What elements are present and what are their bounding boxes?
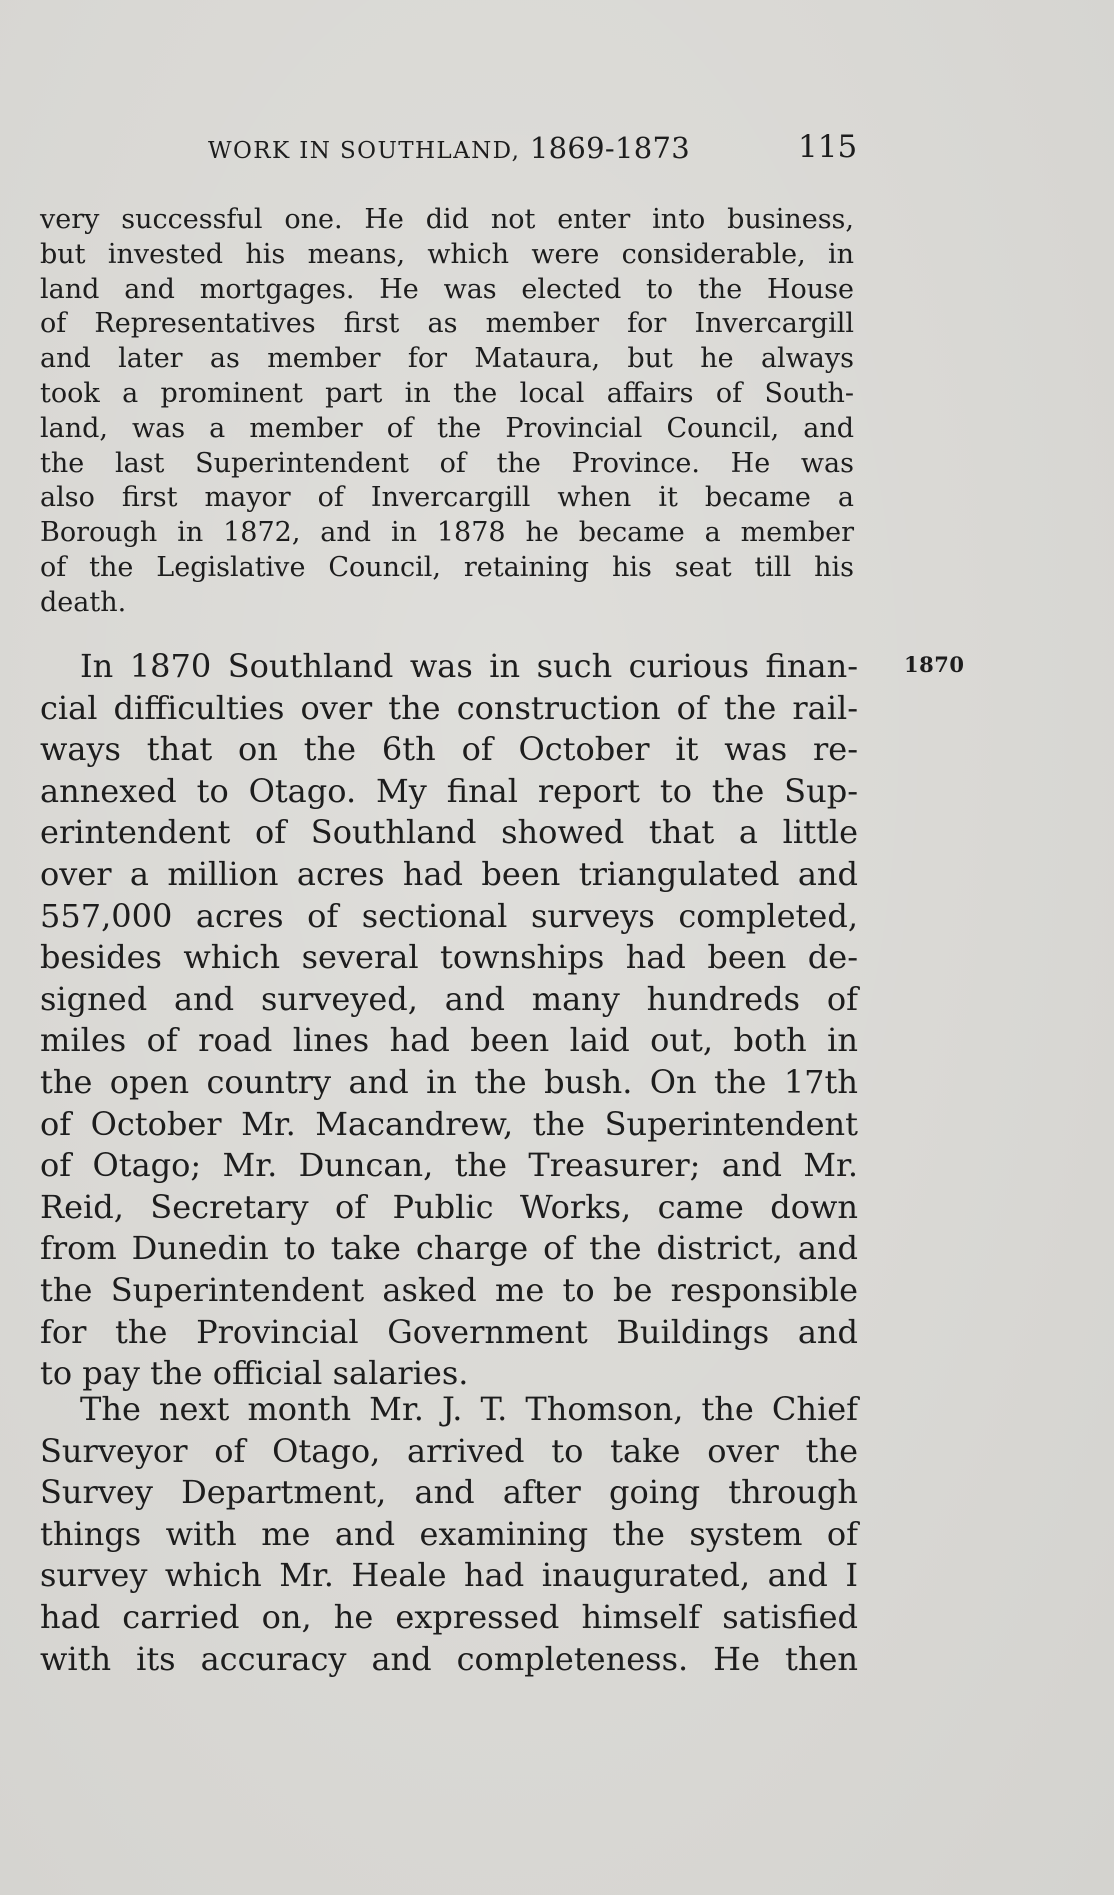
text-line: the open country and in the bush. On the 17th xyxy=(40,1062,858,1101)
paragraph-1 xyxy=(40,203,854,621)
text-line: Borough in 1872, and in 1878 he became a member xyxy=(40,517,854,549)
text-line: Surveyor of Otago, arrived to take over the xyxy=(40,1431,858,1470)
text-line: Reid, Secretary of Public Works, came down xyxy=(40,1187,858,1226)
text-line: of Otago; Mr. Duncan, the Treasurer; and Mr. xyxy=(40,1146,858,1185)
text-line: death. xyxy=(40,586,127,618)
page-number: 115 xyxy=(798,129,858,165)
running-title-years: 1869-1873 xyxy=(529,131,691,165)
text-line: the Superintendent asked me to be responsible xyxy=(40,1270,858,1309)
text-line: Survey Department, and after going through xyxy=(40,1473,858,1512)
running-title xyxy=(208,131,690,165)
text-line: but invested his means, which were considerable, in xyxy=(40,238,854,270)
paragraph-2 xyxy=(40,646,858,1395)
text-line: The next month Mr. J. T. Thomson, the Chief xyxy=(80,1390,858,1428)
text-line: took a prominent part in the local affairs of South- xyxy=(40,377,854,409)
text-line: and later as member for Mataura, but he always xyxy=(40,343,854,375)
text-line: things with me and examining the system of xyxy=(40,1514,858,1553)
text-line: from Dunedin to take charge of the district, and xyxy=(40,1229,858,1268)
text-line: the last Superintendent of the Province. He was xyxy=(40,447,854,479)
text-line: In 1870 Southland was in such curious finan- xyxy=(80,647,858,685)
text-line: signed and surveyed, and many hundreds of xyxy=(40,979,858,1018)
marginal-year-note: 1870 xyxy=(904,652,965,677)
text-line: over a million acres had been triangulated and xyxy=(40,854,858,893)
paragraph-3 xyxy=(40,1389,858,1680)
text-line: of Representatives first as member for Invercargill xyxy=(40,308,854,340)
text-line: cial difficulties over the construction of the rail- xyxy=(40,688,858,727)
text-line: survey which Mr. Heale had inaugurated, and I xyxy=(40,1556,858,1595)
text-line: land and mortgages. He was elected to the House xyxy=(40,273,854,305)
text-line: 557,000 acres of sectional surveys completed, xyxy=(40,896,858,935)
text-line: ways that on the 6th of October it was re- xyxy=(40,730,858,769)
text-line: miles of road lines had been laid out, both in xyxy=(40,1021,858,1060)
running-head xyxy=(0,128,1114,168)
text-line: besides which several townships had been de- xyxy=(40,938,858,977)
text-line: erintendent of Southland showed that a little xyxy=(40,813,858,852)
text-line: of October Mr. Macandrew, the Superintendent xyxy=(40,1104,858,1143)
text-line: very successful one. He did not enter into business, xyxy=(40,204,854,235)
text-line: of the Legislative Council, retaining his seat till his xyxy=(40,551,854,583)
text-line: to pay the official salaries. xyxy=(40,1354,469,1393)
text-line: for the Provincial Government Buildings and xyxy=(40,1312,858,1351)
text-line: annexed to Otago. My final report to the Sup- xyxy=(40,771,858,810)
text-line: also first mayor of Invercargill when it became a xyxy=(40,482,854,514)
running-title-text: WORK IN SOUTHLAND, xyxy=(208,138,521,164)
text-line: with its accuracy and completeness. He then xyxy=(40,1639,858,1678)
text-line: had carried on, he expressed himself satisfied xyxy=(40,1597,858,1636)
text-line: land, was a member of the Provincial Council, and xyxy=(40,412,854,444)
